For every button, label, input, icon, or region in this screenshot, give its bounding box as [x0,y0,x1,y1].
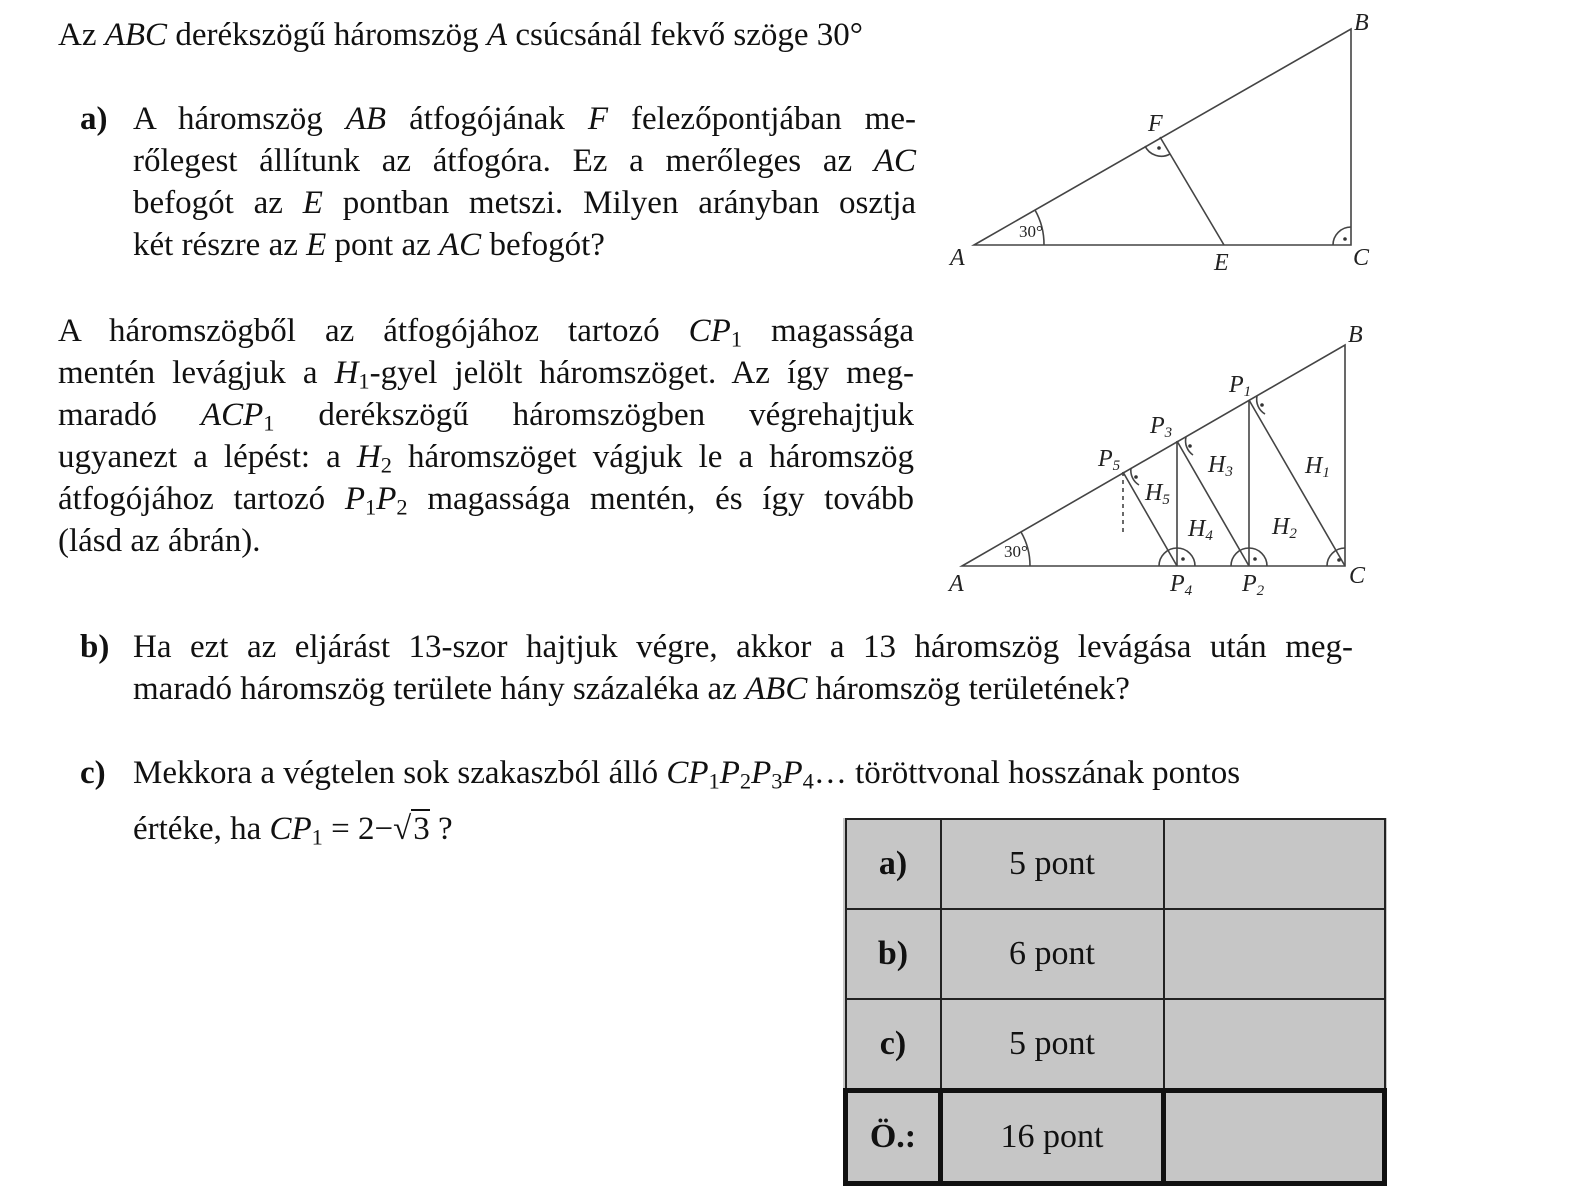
part-b-line-1: Ha ezt az eljárást 13-szor hajtjuk végre, akkor a 13 háromszög levágása után meg- [133,629,1353,665]
intro-a: A [486,17,508,53]
middle-line-2: mentén levágjuk a $H_1$-gyel jelölt háromszöget. Az így meg- [58,355,914,394]
score-row [846,999,1385,1091]
label-a-2: A [949,571,964,597]
score-total-points: 16 pont [941,1091,1164,1184]
score-total-row [846,1091,1385,1184]
part-c-line-1: Mekkora a végtelen sok szakaszból álló $CP_1P_2P_3P_4\dots$ töröttvonal hosszának pontos [133,755,1241,794]
score-earned[interactable] [1164,999,1385,1091]
part-c-line-2: értéke, ha $CP_1 = 2-√3$ ? [133,811,453,850]
score-points: 5 pont [941,819,1164,909]
score-points: 5 pont [941,999,1164,1091]
middle-line-1: A háromszögből az átfogójához tartozó $CP_1$ magassága [58,313,914,352]
part-a-line-4: két részre az E pont az AC befogót? [133,227,605,263]
label-p1: P1 [1229,372,1252,400]
label-f: F [1148,111,1163,137]
score-total-earned[interactable] [1164,1091,1385,1184]
label-b-2: B [1348,322,1363,348]
label-h1: H1 [1305,453,1330,481]
intro-abc: ABC [104,17,168,53]
part-b-label: b) [80,629,110,665]
label-c: C [1353,245,1370,271]
middle-line-5: átfogójához tartozó $P_1P_2$ magassága mentén, és így tovább [58,481,914,520]
label-h3: H3 [1208,452,1233,480]
score-earned[interactable] [1164,819,1385,909]
part-a-label: a) [80,101,108,137]
label-e: E [1214,250,1229,276]
part-a-line-1: A háromszög AB átfogójának F felezőpontjában me- [133,101,916,137]
part-b-line-2: maradó háromszög területe hány százaléka az ABC háromszög területének? [133,671,1130,707]
score-row [846,819,1385,909]
label-p3: P3 [1150,413,1173,441]
score-total-label: Ö.: [846,1091,941,1184]
part-c-label: c) [80,755,106,791]
score-label: a) [846,819,941,909]
label-c-2: C [1349,563,1366,589]
label-angle: 30° [1019,222,1043,241]
score-table [843,818,1387,1186]
score-points: 6 pont [941,909,1164,999]
score-earned[interactable] [1164,909,1385,999]
middle-line-4: ugyanezt a lépést: a $H_2$ háromszöget vágjuk le a háromszög [58,439,914,478]
sqrt-sign: √ [393,811,412,847]
right-angle-c-2 [1327,548,1345,566]
part-a-line-3: befogót az E pontban metszi. Milyen arányban osztja [133,185,917,221]
label-h5: H5 [1145,480,1170,508]
label-h4: H4 [1188,516,1213,544]
intro-text: Az [58,17,105,53]
label-h2: H2 [1272,514,1297,542]
middle-line-6: (lásd az ábrán). [58,523,261,559]
intro-text: csúcsánál fekvő szöge 30° [507,17,863,53]
label-p2: P2 [1242,571,1265,599]
label-p5: P5 [1098,446,1121,474]
label-b: B [1354,10,1369,36]
part-a-line-2: rőlegest állítunk az átfogóra. Ez a merőleges az AC [133,143,916,179]
label-a: A [950,245,965,271]
score-row [846,909,1385,999]
intro-text: derékszögű háromszög [167,17,487,53]
label-p4: P4 [1170,571,1193,599]
score-label: b) [846,909,941,999]
middle-line-3: maradó $ACP_1$ derékszögű háromszögben végrehajtjuk [58,397,915,436]
label-angle-2: 30° [1004,542,1028,561]
altitude-cp1 [1249,400,1345,566]
score-label: c) [846,999,941,1091]
